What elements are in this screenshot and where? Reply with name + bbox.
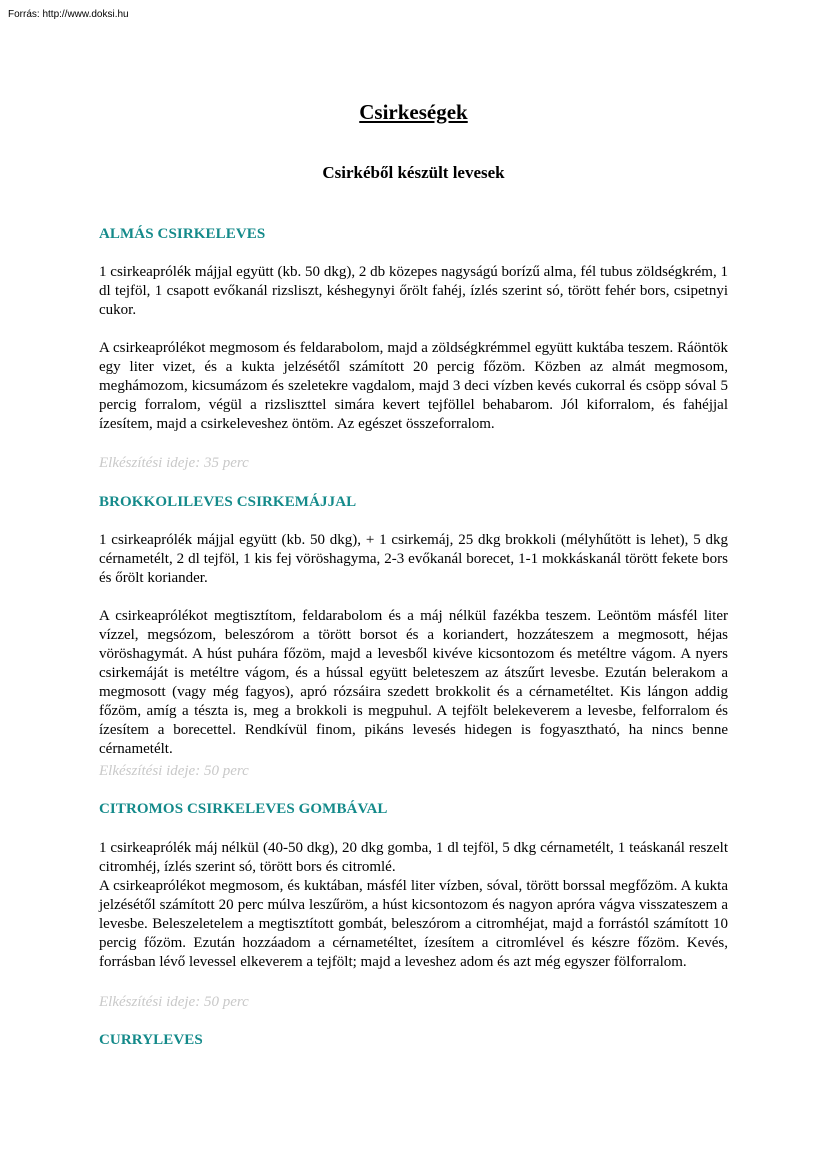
- recipe-method-citromos: A csirkeaprólékot megmosom, és kuktában, másfél liter vízben, sóval, törött borssal megfőzöm. A kukta jelzésétől számított 20 perc múlva leszűröm, a húst kicsontozom és nagyon apróra vágva visszateszem a levesbe. Beleszeletelem a megtisztított gombát, beleszórom a citromhéjat, majd a forrástól számított 10 percig főzöm. Ezután hozzáadom a cérnametéltet, ízesítem a citromlével és készre főzöm. Kevés, forrásban lévő levessel elkeverem a tejfölt; majd a leveshez adom és azt még egyszer fölforralom.: [99, 878, 728, 970]
- recipe-method-almas: A csirkeaprólékot megmosom és feldarabolom, majd a zöldségkrémmel együtt kuktába teszem. Ráöntök egy liter vizet, és a kukta jelzésétől számított 20 percig főzöm. Közben az almát megmosom, meghámozom, kicsumázom és szeletekre vagdalom, majd 3 deci vízben kevés cukorral és csöpp sóval 5 percig forralom, végül a rizsliszttel simára kevert tejföllel behabarom. Jól kiforralom, és fahéjjal ízesítem, majd a csirkeleveshez öntöm. Az egészet összeforralom.: [99, 340, 728, 432]
- recipe-time-citromos: Elkészítési ideje: 50 perc: [99, 994, 249, 1010]
- recipe-heading-curry: CURRYLEVES: [99, 1032, 203, 1048]
- recipe-method-brokkoli: A csirkeaprólékot megtisztítom, feldarabolom és a máj nélkül fazékba teszem. Leöntöm másfél liter vízzel, megsózom, beleszórom a törött borsot és a koriandert, hozzáteszem a megmosott, héjas vöröshagymát. A húst puhára főzöm, majd a levesből kivéve kicsontozom és metéltre vágom. A nyers csirkemáját is metéltre vágom, és a hússal együtt beleteszem az átszűrt levesbe. Ezután belerakom a megmosott (vagy még fagyos), apró rózsáira szedett brokkolit és a cérnametéltet. Kis lángon addig főzöm, amíg a tészta is, meg a brokkoli is megpuhul. A tejfölt belekeverem a levesbe, felforralom és ízesítem a borecettel. Rendkívül finom, pikáns levesés hidegen is fogyasztható, ha nincs benne cérnametélt.: [99, 608, 728, 757]
- recipe-ingredients-citromos: 1 csirkeaprólék máj nélkül (40-50 dkg), 20 dkg gomba, 1 dl tejföl, 5 dkg cérnametélt, 1 teáskanál reszelt citromhéj, ízlés szerint só, törött bors és citromlé.: [99, 840, 728, 875]
- source-note: Forrás: http://www.doksi.hu: [8, 9, 129, 20]
- recipe-time-almas: Elkészítési ideje: 35 perc: [99, 455, 249, 471]
- recipe-ingredients-brokkoli: 1 csirkeaprólék májjal együtt (kb. 50 dkg), + 1 csirkemáj, 25 dkg brokkoli (mélyhűtött is lehet), 5 dkg cérnametélt, 2 dl tejföl, 1 kis fej vöröshagyma, 2-3 evőkanál borecet, 1-1 mokkáskanál törött fekete bors és őrölt koriander.: [99, 532, 728, 586]
- recipe-heading-citromos: CITROMOS CSIRKELEVES GOMBÁVAL: [99, 801, 388, 817]
- recipe-ingredients-almas: 1 csirkeaprólék májjal együtt (kb. 50 dkg), 2 db közepes nagyságú borízű alma, fél tubus zöldségkrém, 1 dl tejföl, 1 csapott evőkanál rizsliszt, késhegynyi őrölt fahéj, ízlés szerint só, törött fehér bors, csipetnyi cukor.: [99, 264, 728, 318]
- recipe-heading-almas: ALMÁS CSIRKELEVES: [99, 226, 266, 242]
- section-subtitle: Csirkéből készült levesek: [322, 163, 505, 182]
- recipe-heading-brokkoli: BROKKOLILEVES CSIRKEMÁJJAL: [99, 494, 357, 510]
- recipe-time-brokkoli: Elkészítési ideje: 50 perc: [99, 763, 249, 779]
- page-title: Csirkeségek: [359, 100, 468, 124]
